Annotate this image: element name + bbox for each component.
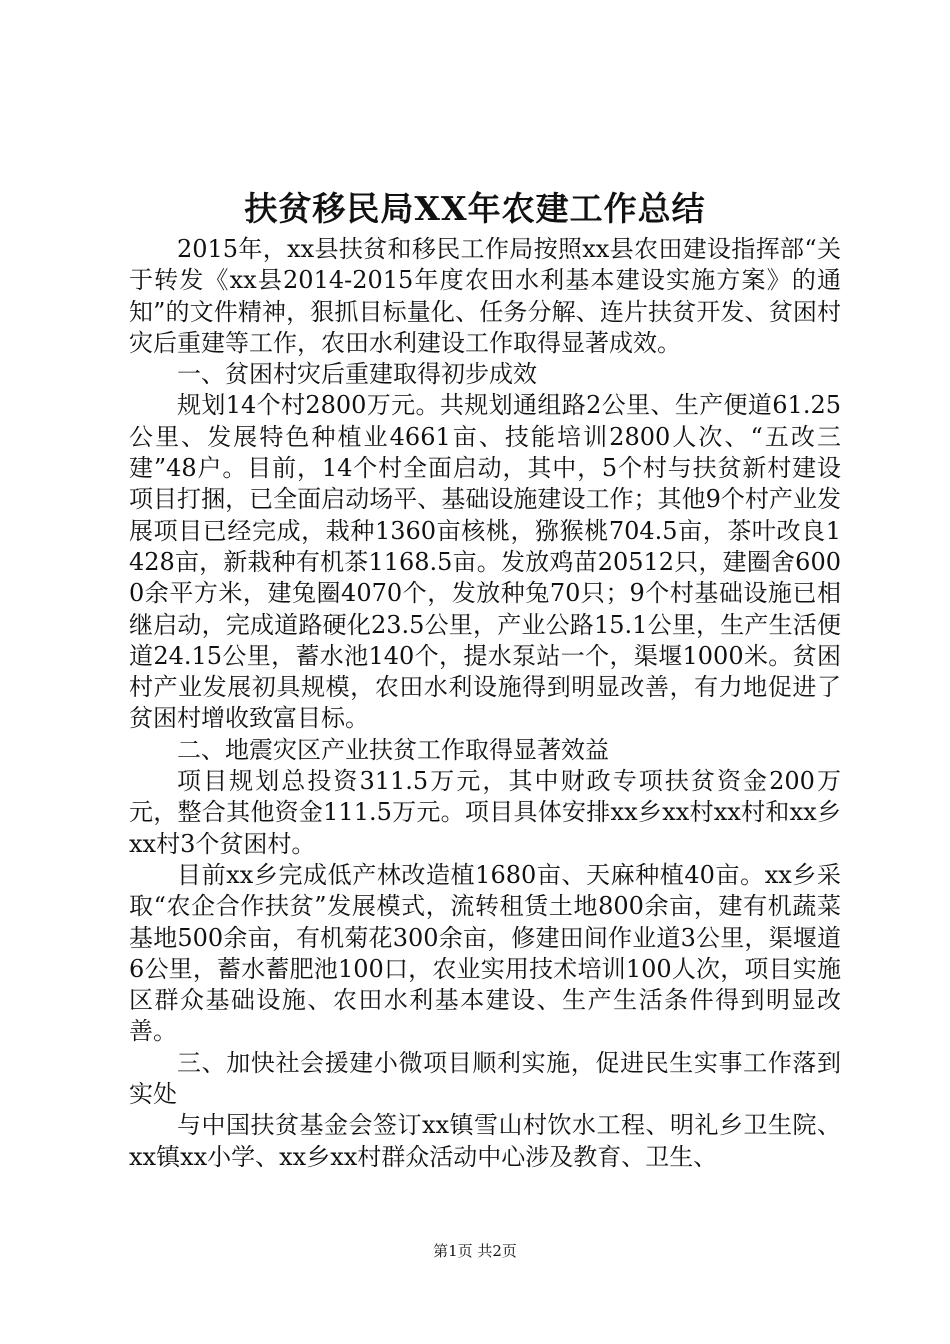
document-body (129, 234, 841, 1173)
section-heading-1: 一、贫困村灾后重建取得初步成效 (177, 360, 537, 389)
paragraph-section-2b: 目前xx乡完成低产林改造植1680亩、天麻种植40亩。xx乡采取“农企合作扶贫”发展模式，流转租赁土地800余亩，建有机蔬菜基地500余亩，有机菊花300余亩，修建田间作业道3公里，渠堰道6公里，蓄水蓄肥池100口，农业实用技术培训100人次，项目实施区群众基础设施、农田水利基本建设、生产生活条件得到明显改善。 (129, 860, 841, 1046)
section-heading-2: 二、地震灾区产业扶贫工作取得显著效益 (177, 735, 609, 764)
paragraph-section-2a: 项目规划总投资311.5万元，其中财政专项扶贫资金200万元，整合其他资金111.5万元。项目具体安排xx乡xx村xx村和xx乡xx村3个贫困村。 (129, 767, 841, 858)
page-number: 第1页 共2页 (433, 1242, 517, 1260)
paragraph-section-1: 规划14个村2800万元。共规划通组路2公里、生产便道61.25公里、发展特色种植业4661亩、技能培训2800人次、“五改三建”48户。目前，14个村全面启动，其中，5个村与扶贫新村建设项目打捆，已全面启动场平、基础设施建设工作；其他9个村产业发展项目已经完成，栽种1360亩核桃，猕猴桃704.5亩，茶叶改良1428亩，新栽种有机茶1168.5亩。发放鸡苗20512只，建圈舍6000余平方米，建兔圈4070个，发放种兔70只；9个村基础设施已相继启动，完成道路硬化23.5公里，产业公路15.1公里，生产生活便道24.15公里，蓄水池140个，提水泵站一个，渠堰1000米。贫困村产业发展初具规模，农田水利设施得到明显改善，有力地促进了贫困村增收致富目标。 (129, 391, 841, 733)
paragraph-intro: 2015年，xx县扶贫和移民工作局按照xx县农田建设指挥部“关于转发《xx县2014-2015年度农田水利基本建设实施方案》的通知”的文件精神，狠抓目标量化、任务分解、连片扶贫开发、贫困村灾后重建等工作，农田水利建设工作取得显著成效。 (129, 235, 841, 357)
paragraph-section-3: 与中国扶贫基金会签订xx镇雪山村饮水工程、明礼乡卫生院、xx镇xx小学、xx乡xx村群众活动中心涉及教育、卫生、 (129, 1111, 841, 1171)
section-heading-3: 三、加快社会援建小微项目顺利实施，促进民生实事工作落到实处 (129, 1048, 841, 1109)
document-title: 扶贫移民局XX年农建工作总结 (244, 189, 706, 228)
